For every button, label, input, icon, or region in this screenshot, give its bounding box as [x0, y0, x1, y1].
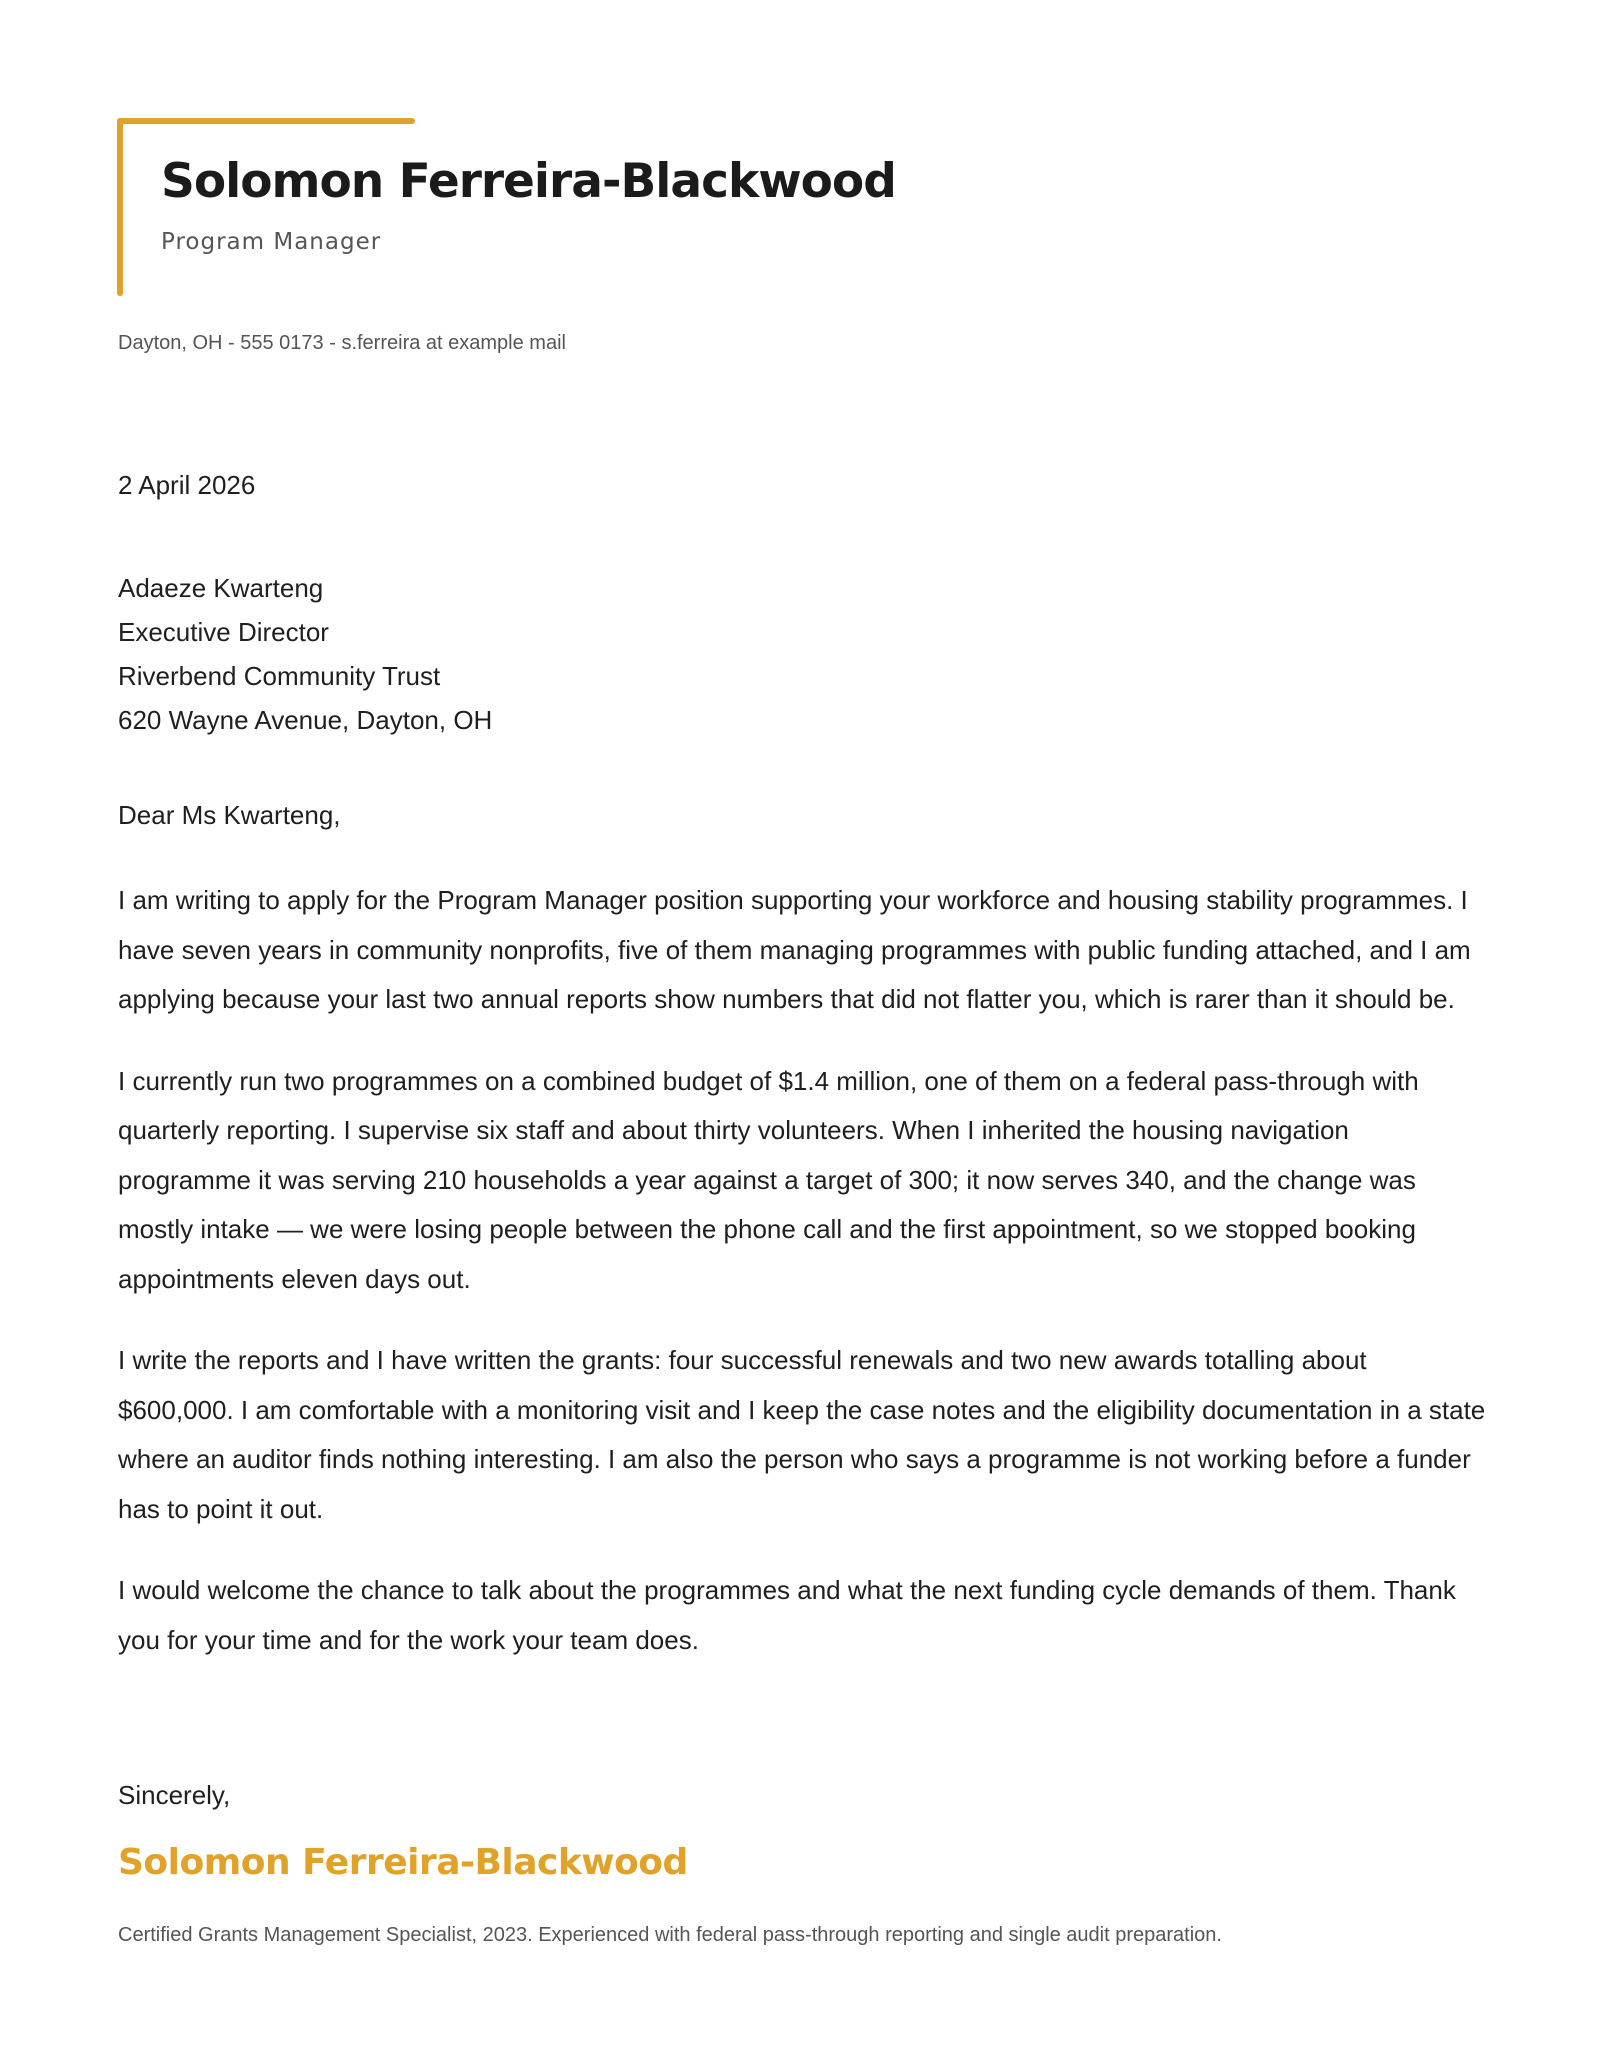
- letter-date: 2 April 2026: [118, 470, 256, 500]
- salutation: Dear Ms Kwarteng,: [118, 800, 341, 830]
- signature-name: Solomon Ferreira-Blackwood: [118, 1842, 688, 1883]
- recipient-title: Executive Director: [118, 617, 329, 647]
- body-paragraph: I would welcome the chance to talk about the programmes and what the next funding cycle demands of them. Thank you for your time and for the work your team does.: [118, 1575, 1456, 1655]
- header-accent-bar-left: [117, 118, 123, 296]
- closing-phrase: Sincerely,: [118, 1780, 231, 1810]
- sender-contact-line: Dayton, OH - 555 0173 - s.ferreira at example mail: [118, 332, 566, 354]
- sender-role: Program Manager: [161, 229, 382, 255]
- letter-body: [118, 876, 1488, 1697]
- recipient-address-block: [118, 566, 1488, 742]
- recipient-name: Adaeze Kwarteng: [118, 573, 324, 603]
- recipient-organization: Riverbend Community Trust: [118, 661, 441, 691]
- body-paragraph: I am writing to apply for the Program Manager position supporting your workforce and housing stability programmes. I have seven years in community nonprofits, five of them managing programmes with public funding attached, and I am applying because your last two annual reports show numbers that did not flatter you, which is rarer than it should be.: [118, 885, 1471, 1014]
- sender-name-heading: Solomon Ferreira-Blackwood: [161, 154, 896, 209]
- body-paragraph: I currently run two programmes on a combined budget of $1.4 million, one of them on a federal pass-through with quarterly reporting. I supervise six staff and about thirty volunteers. When I inherited the housing navigation programme it was serving 210 households a year against a target of 300; it now serves 340, and the change was mostly intake — we were losing people between the phone call and the first appointment, so we stopped booking appointments eleven days out.: [118, 1065, 1419, 1294]
- header-accent-bar-top: [117, 118, 415, 124]
- credentials-note: Certified Grants Management Specialist, 2023. Experienced with federal pass-through reporting and single audit preparation.: [118, 1924, 1222, 1946]
- body-paragraph: I write the reports and I have written the grants: four successful renewals and two new awards totalling about $600,000. I am comfortable with a monitoring visit and I keep the case notes and the eligibility documentation in a state where an auditor finds nothing interesting. I am also the person who says a programme is not working before a funder has to point it out.: [118, 1345, 1486, 1524]
- recipient-street-address: 620 Wayne Avenue, Dayton, OH: [118, 705, 493, 735]
